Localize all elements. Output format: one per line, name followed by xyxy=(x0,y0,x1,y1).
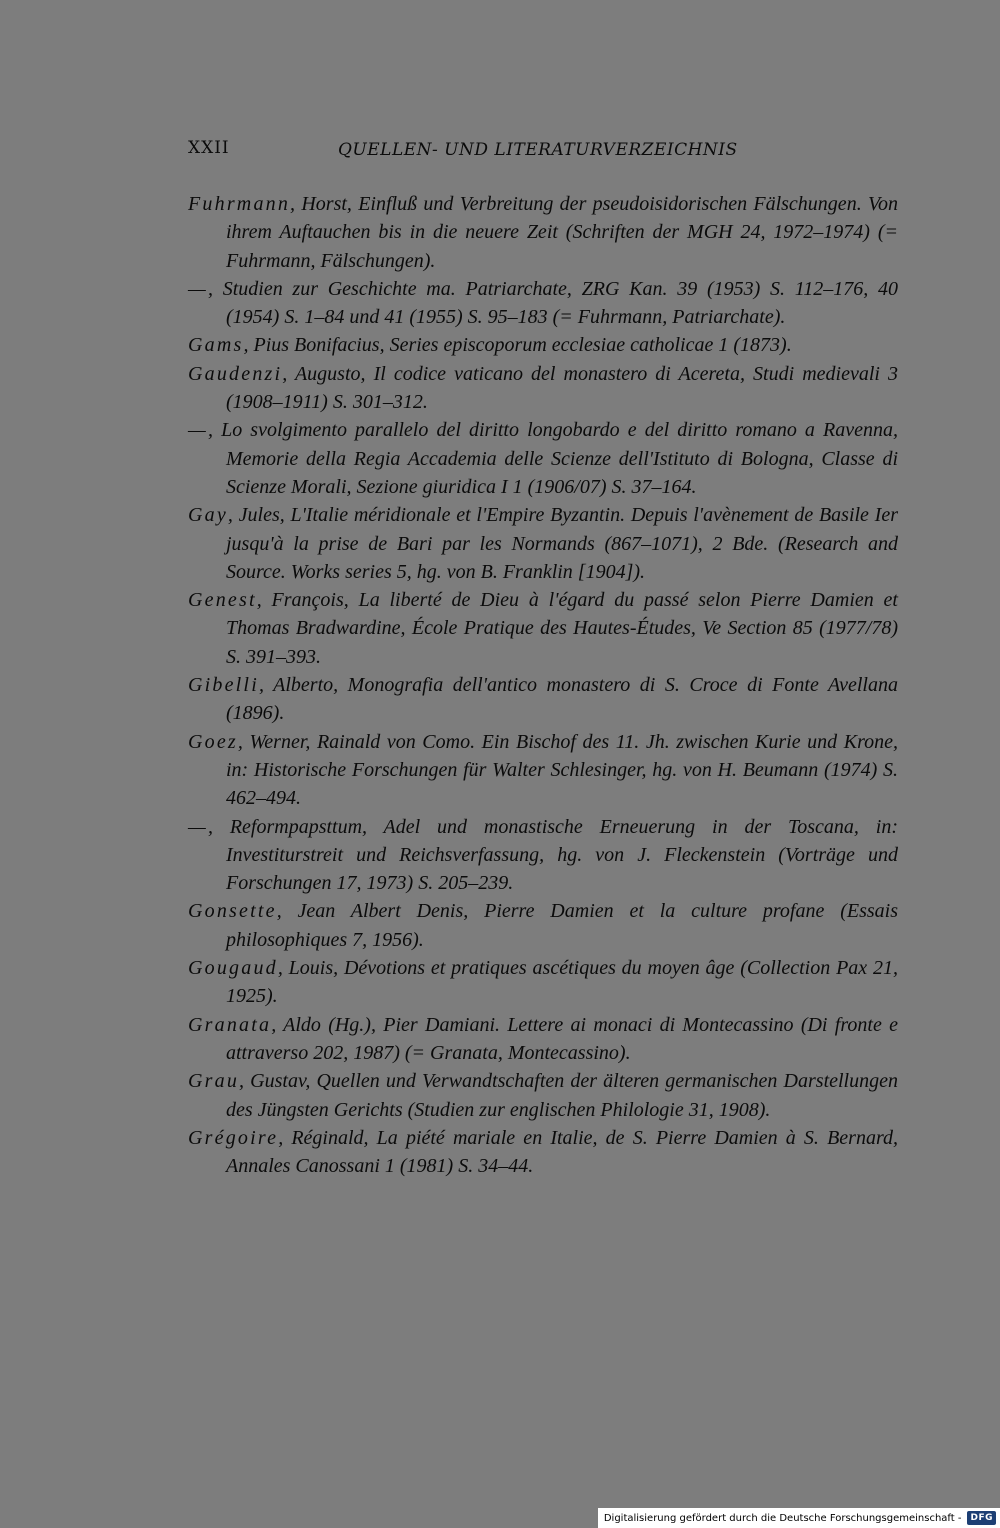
entry-text: , Augusto, Il codice vaticano del monastero di Acereta, Studi medievali 3 (1908–1911) S. 301–312. xyxy=(226,362,898,414)
entry-text: , Gustav, Quellen und Verwandtschaften der älteren germanischen Darstellungen des Jüngsten Gerichts (Studien zur englischen Philologie 31, 1908). xyxy=(226,1070,898,1121)
bibliography-entry xyxy=(188,671,898,728)
entry-text: , Horst, Einfluß und Verbreitung der pseudoisidorischen Fälschungen. Von ihrem Auftauchen bis in die neuere Zeit (Schriften der MGH 24, 1972–1974) (= Fuhrmann, Fälschungen). xyxy=(226,193,898,272)
page-number: XXII xyxy=(188,138,230,158)
entry-author: — xyxy=(188,419,208,442)
dfg-logo-icon[interactable]: DFG xyxy=(967,1511,996,1525)
entry-text: , Réginald, La piété mariale en Italie, de S. Pierre Damien à S. Bernard, Annales Canossani 1 (1981) S. 34–44. xyxy=(226,1126,898,1178)
bibliography-entry xyxy=(188,1067,898,1124)
entry-author: Grégoire xyxy=(188,1126,279,1149)
bibliography-entry xyxy=(188,360,898,417)
entry-author: Granata xyxy=(188,1013,272,1036)
bibliography-entry xyxy=(188,416,898,501)
entry-author: Gougaud xyxy=(188,957,278,980)
entry-author: Fuhrmann xyxy=(188,193,291,215)
bibliography-entry xyxy=(188,586,898,671)
entry-text: , Aldo (Hg.), Pier Damiani. Lettere ai monaci di Montecassino (Di fronte e attraverso 202, 1987) (= Granata, Montecassino). xyxy=(226,1013,898,1064)
entry-author: Gibelli xyxy=(188,674,259,697)
entry-text: , Jean Albert Denis, Pierre Damien et la culture profane (Essais philosophiques 7, 1956). xyxy=(226,900,898,951)
entry-text: , Werner, Rainald von Como. Ein Bischof des 11. Jh. zwischen Kurie und Krone, in: Historische Forschungen für Walter Schlesinger, hg. von H. Beumann (1974) S. 462–494. xyxy=(226,730,898,810)
entry-author: Goez xyxy=(188,730,238,753)
bibliography-entry xyxy=(188,897,898,954)
footer-text: Digitalisierung gefördert durch die Deutsche Forschungsgemeinschaft - xyxy=(603,1512,962,1524)
bibliography-entry xyxy=(188,275,898,332)
entry-text: , Reformpapsttum, Adel und monastische Erneuerung in der Toscana, in: Investiturstreit und Reichsverfassung, hg. von J. Fleckenstein (Vorträge und Forschungen 17, 1973) S. 205–239. xyxy=(207,815,898,895)
running-head: QUELLEN- UND LITERATURVERZEICHNIS xyxy=(338,140,738,160)
entry-text: , Jules, L'Italie méridionale et l'Empire Byzantin. Depuis l'avènement de Basile Ier jusqu'à la prise de Bari par les Normands (867–1071), 2 Bde. (Research and Source. Works series 5, hg. von B. Franklin [1904]). xyxy=(226,504,898,583)
entry-text: , François, La liberté de Dieu à l'égard du passé selon Pierre Damien et Thomas Bradwardine, École Pratique des Hautes-Études, Ve Section 85 (1977/78) S. 391–393. xyxy=(226,589,898,668)
entry-text: , Lo svolgimento parallelo del diritto longobardo e del diritto romano a Ravenna, Memorie della Regia Accademia delle Scienze dell'Istituto di Bologna, Classe di Scienze Morali, Sezione giuridica I 1 (1906/07) S. 37–164. xyxy=(207,419,898,498)
bibliography-list xyxy=(188,190,898,1180)
entry-text: , Studien zur Geschichte ma. Patriarchate, ZRG Kan. 39 (1953) S. 112–176, 40 (1954) S. 1–84 und 41 (1955) S. 95–183 (= Fuhrmann, Patriarchate). xyxy=(207,277,898,329)
entry-author: Gams xyxy=(188,334,244,357)
entry-text: , Pius Bonifacius, Series episcoporum ecclesiae catholicae 1 (1873). xyxy=(243,334,792,357)
entry-author: Grau xyxy=(188,1070,240,1093)
bibliography-entry xyxy=(188,954,898,1011)
bibliography-entry xyxy=(188,501,898,586)
entry-author: — xyxy=(188,277,208,300)
entry-author: — xyxy=(188,815,208,838)
entry-text: , Alberto, Monografia dell'antico monastero di S. Croce di Fonte Avellana (1896). xyxy=(226,674,898,725)
bibliography-entry xyxy=(188,1011,898,1068)
entry-author: Genest xyxy=(188,589,257,612)
bibliography-entry xyxy=(188,331,898,359)
bibliography-entry xyxy=(188,1124,898,1181)
entry-text: , Louis, Dévotions et pratiques ascétiques du moyen âge (Collection Pax 21, 1925). xyxy=(226,957,898,1008)
bibliography-entry xyxy=(188,813,898,898)
bibliography-entry xyxy=(188,190,898,275)
entry-author: Gay xyxy=(188,504,228,527)
bibliography-entry xyxy=(188,728,898,813)
digitization-footer xyxy=(598,1508,1000,1528)
entry-author: Gonsette xyxy=(188,900,277,923)
entry-author: Gaudenzi xyxy=(188,362,283,385)
